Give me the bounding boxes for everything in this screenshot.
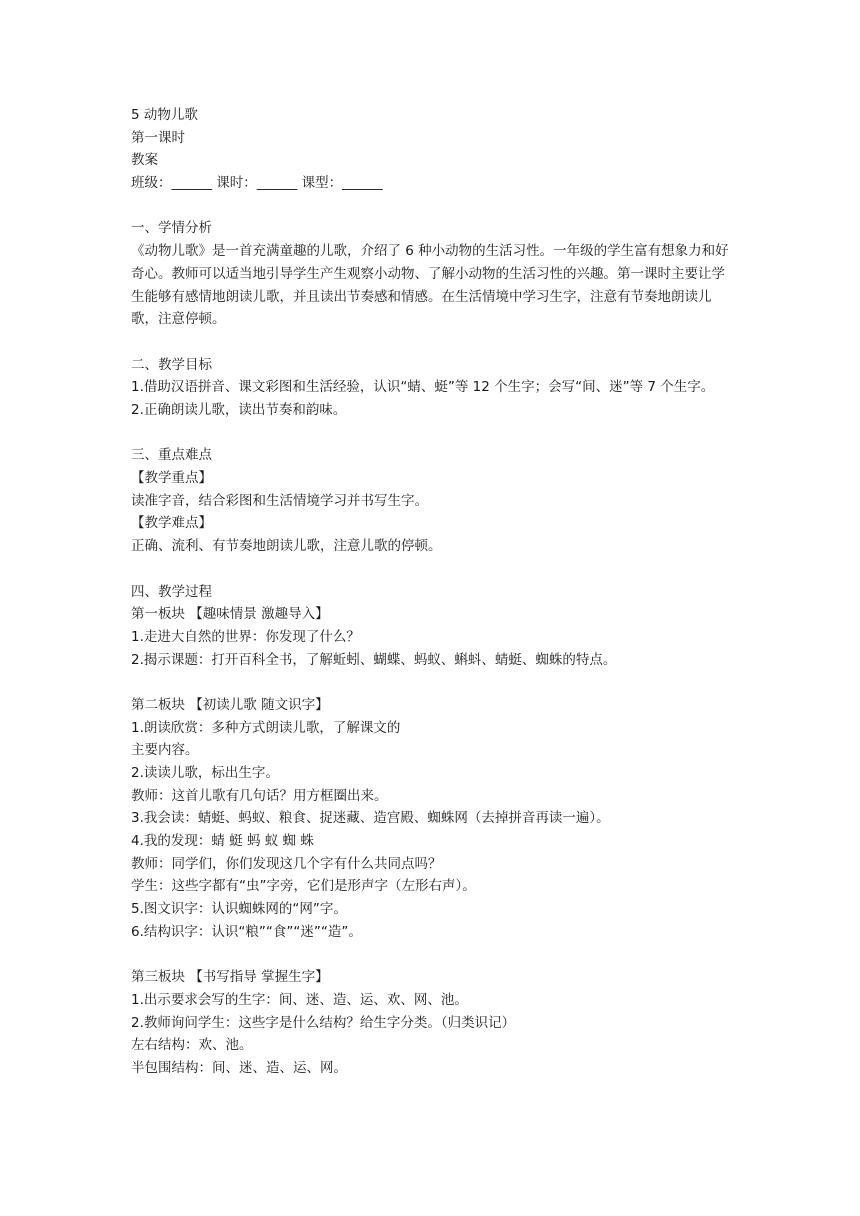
class-meta-line: 班级：______ 课时：______ 课型：______ xyxy=(131,175,383,192)
goal-item: 1.借助汉语拼音、课文彩图和生活经验，认识“蜻、蜓”等 12 个生字；会写“间、迷”等 7 个生字。 xyxy=(131,379,715,396)
section-heading: 一、学情分析 xyxy=(131,220,212,237)
section-heading: 二、教学目标 xyxy=(131,356,212,373)
list-item: 左右结构：欢、池。 xyxy=(131,1037,253,1054)
document-body xyxy=(131,104,731,1080)
list-item: 6.结构识字：认识“粮”“食”“迷”“造”。 xyxy=(131,923,362,940)
block-title: 第三板块 【书写指导 掌握生字】 xyxy=(131,969,329,986)
list-item: 教师：同学们，你们发现这几个字有什么共同点吗？ xyxy=(131,855,442,872)
list-item: 2.教师询问学生：这些字是什么结构？给生字分类。（归类识记） xyxy=(131,1014,516,1031)
key-text: 读准字音，结合彩图和生活情境学习并书写生字。 xyxy=(131,492,428,509)
list-item: 主要内容。 xyxy=(131,742,199,759)
analysis-paragraph: 《动物儿歌》是一首充满童趣的儿歌，介绍了 6 种小动物的生活习性。一年级的学生富有想象力和好奇心。教师可以适当地引导学生产生观察小动物、了解小动物的生活习性的兴趣。第一课时主要让学生能够有感情地朗读儿歌，并且读出节奏感和情感。在生活情境中学习生字，注意有节奏地朗读儿歌，注意停顿。 xyxy=(131,243,729,328)
list-item: 5.图文识字：认识蜘蛛网的“网”字。 xyxy=(131,901,347,918)
list-item: 教师：这首儿歌有几句话？用方框圈出来。 xyxy=(131,787,388,804)
goal-item: 2.正确朗读儿歌，读出节奏和韵味。 xyxy=(131,402,347,419)
key-label: 【教学重点】 xyxy=(131,470,212,487)
list-item: 学生：这些字都有“虫”字旁，它们是形声字（左形右声）。 xyxy=(131,878,476,895)
list-item: 1.走进大自然的世界：你发现了什么？ xyxy=(131,628,360,645)
doc-type: 教案 xyxy=(131,152,158,169)
difficulty-label: 【教学难点】 xyxy=(131,515,212,532)
list-item: 1.朗读欣赏：多种方式朗读儿歌，了解课文的 xyxy=(131,719,401,736)
list-item: 2.揭示课题：打开百科全书，了解蚯蚓、蝴蝶、蚂蚁、蝌蚪、蜻蜓、蜘蛛的特点。 xyxy=(131,651,617,668)
section-heading: 三、重点难点 xyxy=(131,447,212,464)
block-title: 第一板块 【趣味情景 激趣导入】 xyxy=(131,606,329,623)
lesson-period: 第一课时 xyxy=(131,129,185,146)
list-item: 1.出示要求会写的生字：间、迷、造、运、欢、网、池。 xyxy=(131,991,468,1008)
lesson-title: 5 动物儿歌 xyxy=(131,107,198,123)
list-item: 3.我会读：蜻蜓、蚂蚁、粮食、捉迷藏、造宫殿、蜘蛛网（去掉拼音再读一遍）。 xyxy=(131,810,610,827)
list-item: 半包围结构：间、迷、造、运、网。 xyxy=(131,1059,347,1076)
list-item: 2.读读儿歌，标出生字。 xyxy=(131,765,279,782)
list-item: 4.我的发现：蜻 蜓 蚂 蚁 蜘 蛛 xyxy=(131,833,314,850)
section-heading: 四、教学过程 xyxy=(131,583,212,600)
difficulty-text: 正确、流利、有节奏地朗读儿歌，注意儿歌的停顿。 xyxy=(131,538,442,555)
block-title: 第二板块 【初读儿歌 随文识字】 xyxy=(131,696,329,713)
